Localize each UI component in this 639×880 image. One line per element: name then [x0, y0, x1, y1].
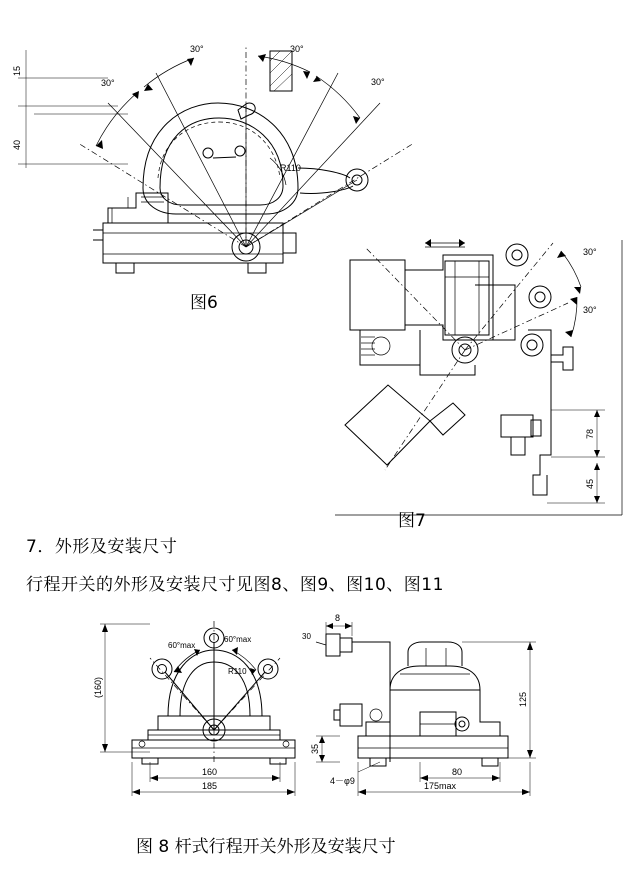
fig7-angle-2: 30° — [583, 305, 597, 315]
fig8-angle-left: 60°max — [168, 641, 196, 650]
fig6-dim-40: 40 — [12, 139, 22, 150]
fig8-dim-185: 185 — [202, 781, 218, 791]
fig6-dim-15: 15 — [12, 65, 22, 76]
fig8-hole-note: 4－φ9 — [330, 776, 355, 786]
section-body-text: 行程开关的外形及安装尺寸见图8、图9、图10、图11 — [26, 575, 444, 595]
fig7-dim-45: 45 — [585, 478, 595, 489]
fig6-radius-r110: R110 — [280, 163, 301, 173]
fig8-dim-8: 8 — [335, 613, 341, 623]
fig6-angle-4: 30° — [371, 77, 385, 87]
fig8-angle-right: 60°max — [224, 635, 252, 644]
figure-7-caption: 图7 — [398, 511, 426, 531]
fig6-angle-1: 30° — [101, 78, 115, 88]
fig6-angle-2: 30° — [190, 44, 204, 54]
fig7-dim-78: 78 — [585, 428, 595, 439]
figure-7-drawing — [325, 225, 635, 525]
fig8-dim-175max: 175max — [424, 781, 457, 791]
fig7-angle-1: 30° — [583, 247, 597, 257]
fig8-dim-125: 125 — [518, 691, 528, 707]
fig8-dim-35: 35 — [310, 743, 320, 754]
fig8-dim-160: 160 — [202, 767, 218, 777]
fig8-dim-160-paren: (160) — [93, 676, 103, 698]
section-heading: 7．外形及安装尺寸 — [26, 537, 178, 557]
fig8-dim-80: 80 — [452, 767, 463, 777]
figure-8-drawing — [90, 612, 560, 812]
figure-6-caption: 图6 — [190, 293, 218, 313]
fig6-angle-3: 30° — [290, 44, 304, 54]
fig8-radius-r110: R110 — [228, 667, 247, 676]
fig8-angle-30: 30 — [302, 632, 311, 641]
figure-8-caption: 图 8 杆式行程开关外形及安装尺寸 — [136, 837, 396, 857]
